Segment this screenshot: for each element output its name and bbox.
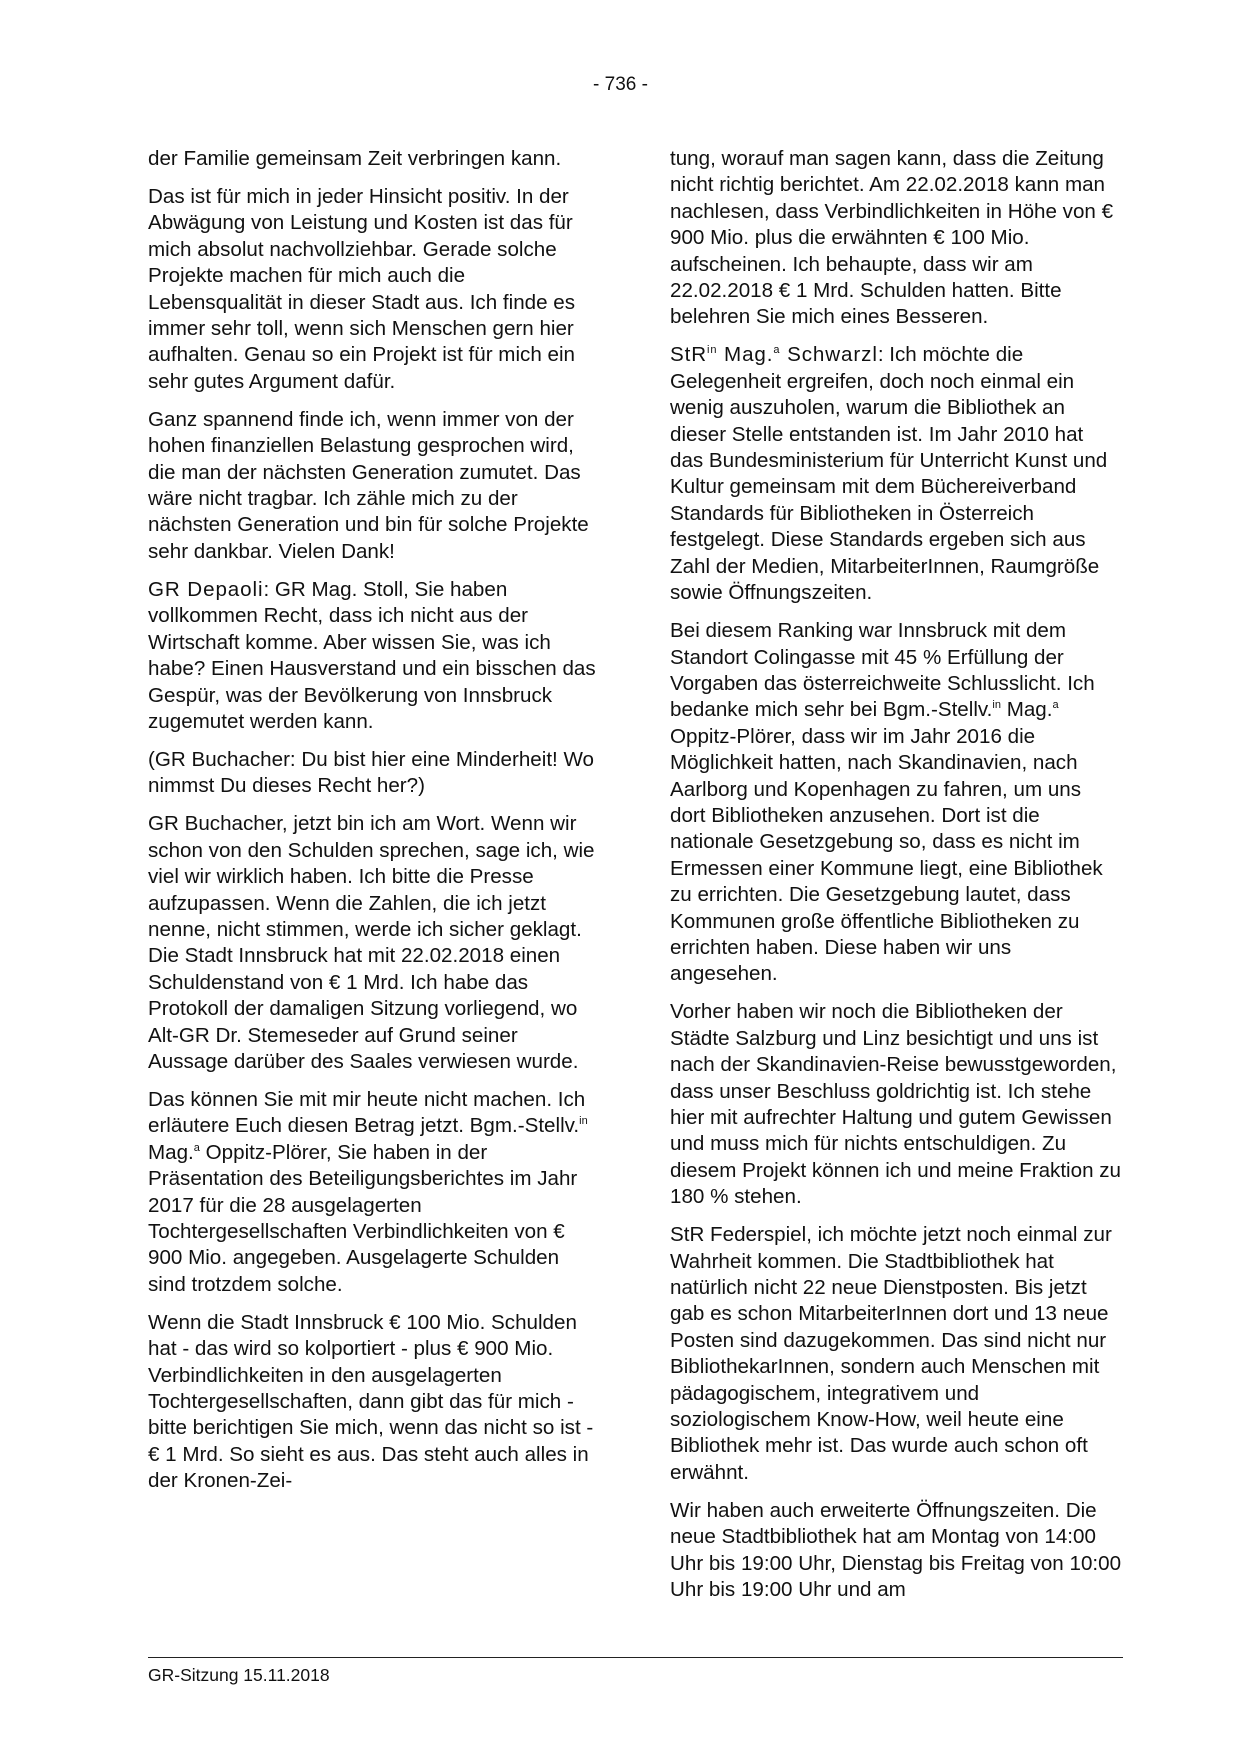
paragraph: Vorher haben wir noch die Bibliotheken der Städte Salzburg und Linz besichtigt und uns ist nach der Skandinavien-Reise bewusstgeworden, dass unser Beschluss goldrichtig ist. Ich stehe hier mit aufrechter Haltung und gutem Gewissen und muss mich für nichts entschuldigen. Zu diesem Projekt können ich und meine Fraktion zu 180 % stehen. <box>670 1000 1122 1209</box>
page-number: - 736 - <box>593 74 648 95</box>
speaker-name <box>670 343 878 366</box>
speaker-surname: Schwarzl <box>780 343 878 367</box>
speech-text: : GR Mag. Stoll, Sie haben vollkommen Recht, dass ich nicht aus der Wirtschaft komme. Aber wissen Sie, was ich habe? Einen Hausverstand und ein bisschen das Gespür, was der Bevölkerung von Innsbruck zugemutet werden kann. <box>148 577 596 733</box>
text-run: Mag. <box>1000 698 1053 722</box>
right-column <box>670 146 1122 1615</box>
left-column <box>148 146 596 1506</box>
paragraph: Wir haben auch erweiterte Öffnungszeiten. Die neue Stadtbibliothek hat am Montag von 14:00 Uhr bis 19:00 Uhr, Dienstag bis Freitag von 10:00 Uhr bis 19:00 Uhr und am <box>670 1498 1122 1602</box>
paragraph: tung, worauf man sagen kann, dass die Zeitung nicht richtig berichtet. Am 22.02.2018 kann man nachlesen, dass Verbindlichkeiten in Höhe von € 900 Mio. plus die erwähnten € 100 Mio. aufscheinen. Ich behaupte, dass wir am 22.02.2018 € 1 Mrd. Schulden hatten. Bitte belehren Sie mich eines Besseren. <box>670 147 1114 329</box>
footer-divider <box>148 1657 1123 1658</box>
paragraph-speech <box>148 577 596 735</box>
text-run: Mag. <box>148 1140 194 1164</box>
superscript: a <box>773 344 781 357</box>
speech-text: : Ich möchte die Gelegenheit ergreifen, doch noch einmal ein wenig auszuholen, warum die Bibliothek an dieser Stelle entstanden ist. Im Jahr 2010 hat das Bundesministerium für Unterricht Kunst und Kultur gemeinsam mit dem Büchereiverband Standards für Bibliotheken in Österreich festgelegt. Diese Standards ergeben sich aus Zahl der Medien, MitarbeiterInnen, Raumgröße sowie Öffnungszeiten. <box>670 343 1108 605</box>
speaker-name: GR Depaoli <box>148 577 264 601</box>
text-run: Das können Sie mit mir heute nicht machen. Ich erläutere Euch diesen Betrag jetzt. Bgm.-Stellv. <box>148 1087 586 1138</box>
superscript: a <box>193 1141 200 1154</box>
text-run: Oppitz-Plörer, Sie haben in der Präsentation des Beteiligungsberichtes im Jahr 2017 für die 28 ausgelagerten Tochtergesellschaften Verbindlichkeiten von € 900 Mio. angegeben. Ausgelagerte Schulden sind trotzdem solche. <box>148 1140 578 1296</box>
paragraph: Das ist für mich in jeder Hinsicht positiv. In der Abwägung von Leistung und Kosten ist das für mich absolut nachvollziehbar. Gerade solche Projekte machen für mich auch die Lebensqualität in dieser Stadt aus. Ich finde es immer sehr toll, wenn sich Menschen gern hier aufhalten. Genau so ein Projekt ist für mich ein sehr gutes Argument dafür. <box>148 185 576 393</box>
paragraph-speech <box>670 342 1122 606</box>
paragraph: Wenn die Stadt Innsbruck € 100 Mio. Schulden hat - das wird so kolportiert - plus € 900 Mio. Verbindlichkeiten in den ausgelagerten Tochtergesellschaften, dann gibt das für mich - bitte berichtigen Sie mich, wenn das nicht so ist - € 1 Mrd. So sieht es aus. Das steht auch alles in der Kronen-Zei- <box>148 1310 594 1493</box>
superscript: in <box>579 1115 588 1128</box>
superscript: a <box>1052 699 1059 712</box>
paragraph: Ganz spannend finde ich, wenn immer von der hohen finanziellen Belastung gesprochen wird, die man der nächsten Generation zumutet. Das wäre nicht tragbar. Ich zähle mich zu der nächsten Generation und bin für solche Projekte sehr dankbar. Vielen Dank! <box>148 407 589 563</box>
paragraph <box>148 1087 596 1298</box>
footer-session-label: GR-Sitzung 15.11.2018 <box>148 1665 330 1685</box>
speaker-title: Mag. <box>717 343 774 367</box>
text-run: Bei diesem Ranking war Innsbruck mit dem Standort Colingasse mit 45 % Erfüllung der Vorgaben das österreichweite Schlusslicht. Ich bedanke mich sehr bei Bgm.-Stellv. <box>670 619 1095 722</box>
speaker-title: StR <box>670 343 708 367</box>
text-run: Oppitz-Plörer, dass wir im Jahr 2016 die Möglichkeit hatten, nach Skandinavien, nach Aarlborg und Kopenhagen zu fahren, um uns dort Bibliotheken anzusehen. Dort ist die nationale Gesetzgebung so, dass es nicht im Ermessen einer Kommune liegt, eine Bibliothek zu errichten. Die Gesetzgebung lautet, dass Kommunen große öffentliche Bibliotheken zu errichten haben. Diese haben wir uns angesehen. <box>670 724 1103 986</box>
paragraph: StR Federspiel, ich möchte jetzt noch einmal zur Wahrheit kommen. Die Stadtbibliothek hat natürlich nicht 22 neue Dienstposten. Bis jetzt gab es schon MitarbeiterInnen dort und 13 neue Posten sind dazugekommen. Das sind nicht nur BibliothekarInnen, sondern auch Menschen mit pädagogischem, integrativem und soziologischem Know-How, weil heute eine Bibliothek mehr ist. Das wurde auch schon oft erwähnt. <box>670 1223 1112 1484</box>
superscript: in <box>992 699 1001 712</box>
interjection: (GR Buchacher: Du bist hier eine Minderheit! Wo nimmst Du dieses Recht her?) <box>148 747 595 798</box>
paragraph: GR Buchacher, jetzt bin ich am Wort. Wenn wir schon von den Schulden sprechen, sage ich, wie viel wir wirklich haben. Ich bitte die Presse aufzupassen. Wenn die Zahlen, die ich jetzt nenne, nicht stimmen, werde ich sicher geklagt. Die Stadt Innsbruck hat mit 22.02.2018 einen Schuldenstand von € 1 Mrd. Ich habe das Protokoll der damaligen Sitzung vorliegend, wo Alt-GR Dr. Stemeseder auf Grund seiner Aussage darüber des Saales verwiesen wurde. <box>148 812 595 1073</box>
superscript: in <box>707 344 718 357</box>
paragraph: der Familie gemeinsam Zeit verbringen kann. <box>148 147 562 170</box>
paragraph <box>670 618 1122 988</box>
